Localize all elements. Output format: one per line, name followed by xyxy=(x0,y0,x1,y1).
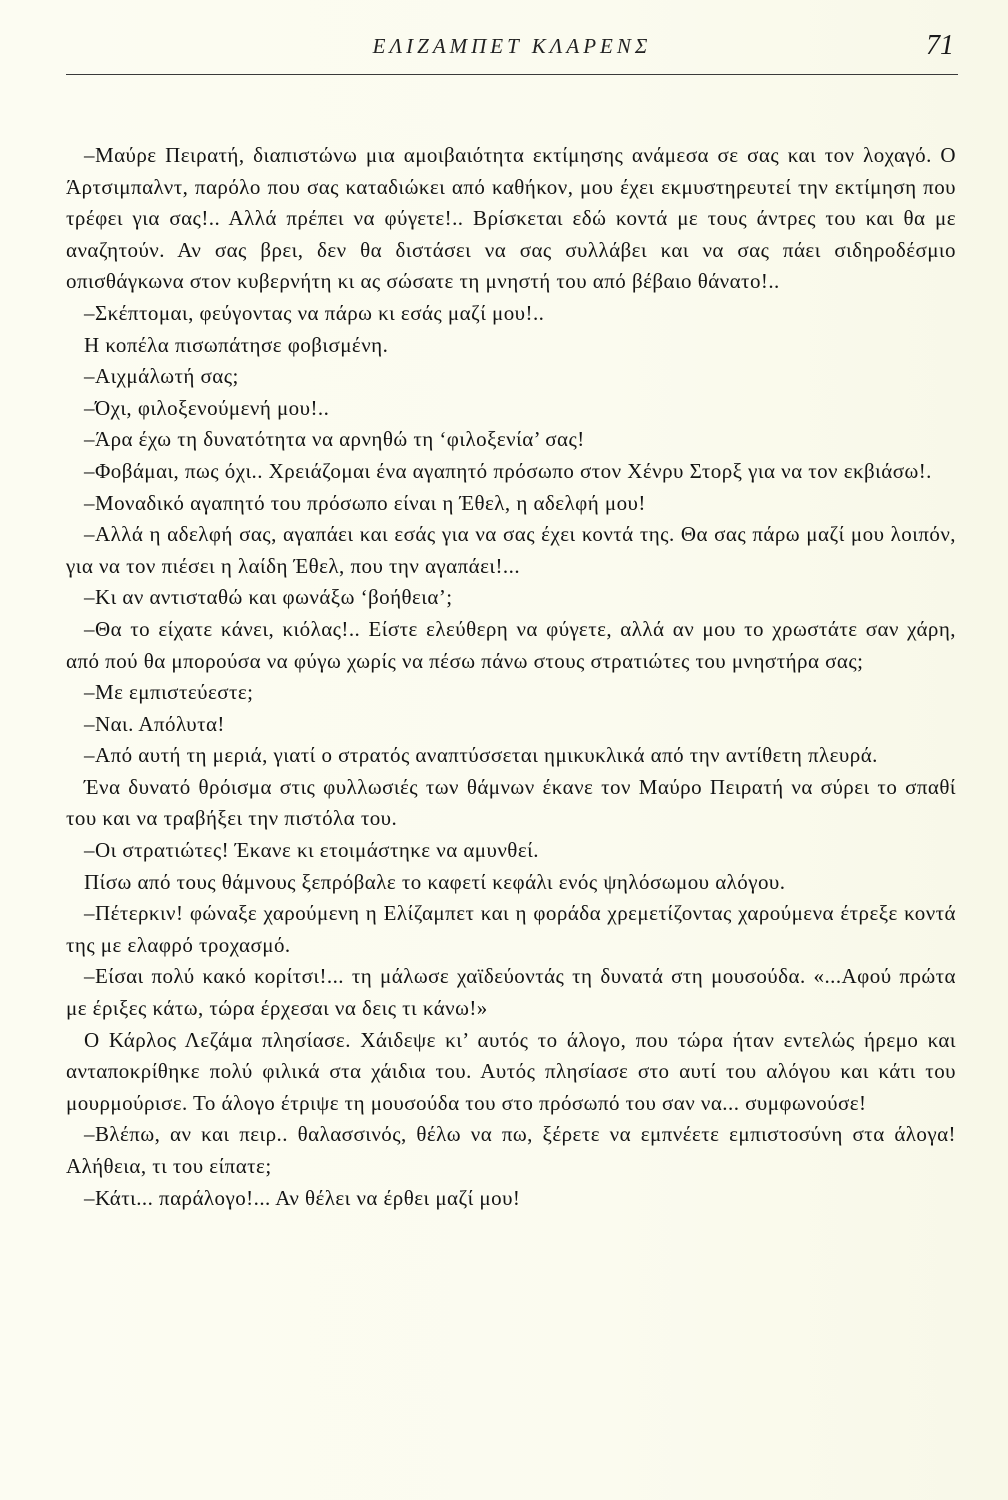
paragraph: –Από αυτή τη μεριά, γιατί ο στρατός αναπτύσσεται ημικυκλικά από την αντίθετη πλευρά. xyxy=(84,743,878,768)
page-header xyxy=(66,30,958,75)
paragraph: –Μοναδικό αγαπητό του πρόσωπο είναι η Έθελ, η αδελφή μου! xyxy=(84,490,646,515)
paragraph: –Όχι, φιλοξενούμενή μου!.. xyxy=(84,395,330,420)
paragraph: –Κι αν αντισταθώ και φωνάξω ‘βοήθεια’; xyxy=(84,585,453,610)
paragraph: –Αιχμάλωτή σας; xyxy=(84,364,239,389)
paragraph: –Οι στρατιώτες! Έκανε κι ετοιμάστηκε να αμυνθεί. xyxy=(84,838,539,863)
paragraph: –Κάτι... παράλογο!... Αν θέλει να έρθει μαζί μου! xyxy=(84,1185,521,1210)
running-title: ΕΛΙΖΑΜΠΕΤ ΚΛΑΡΕΝΣ xyxy=(372,34,652,58)
paragraph: –Βλέπω, αν και πειρ.. θαλασσινός, θέλω να πω, ξέρετε να εμπνέετε εμπιστοσύνη στα άλογα! Αλήθεια, τι του είπατε; xyxy=(66,1122,956,1178)
body-text xyxy=(66,140,956,1214)
paragraph: –Άρα έχω τη δυνατότητα να αρνηθώ τη ‘φιλοξενία’ σας! xyxy=(84,427,585,452)
paragraph: –Θα το είχατε κάνει, κιόλας!.. Είστε ελεύθερη να φύγετε, αλλά αν μου το χρωστάτε σαν χάρη, από πού θα μπορούσα να φύγω χωρίς να πέσω πάνω στους στρατιώτες του μνηστήρα σας; xyxy=(66,616,956,673)
paragraph: –Μαύρε Πειρατή, διαπιστώνω μια αμοιβαιότητα εκτίμησης ανάμεσα σε σας και τον λοχαγό. Ο Άρτσιμπαλντ, παρόλο που σας καταδιώκει από καθήκον, μου έχει εκμυστηρευτεί την εκτίμηση που τρέφει για σας!.. Αλλά πρέπει να φύγετε!.. Βρίσκεται εδώ κοντά με τους άντρες του και θα με αναζητούν. Αν σας βρει, δεν θα διστάσει να σας συλλάβει και να σας πάει σιδηροδέσμιο οπισθάγκωνα στον κυβερνήτη κι ας σώσατε τη μνηστή του από βέβαιο θάνατο!.. xyxy=(66,143,956,294)
paragraph: –Αλλά η αδελφή σας, αγαπάει και εσάς για να σας έχει κοντά της. Θα σας πάρω μαζί μου λοιπόν, για να τον πιέσει η λαίδη Έθελ, που την αγαπάει!... xyxy=(66,522,956,578)
paragraph: –Σκέπτομαι, φεύγοντας να πάρω κι εσάς μαζί μου!.. xyxy=(84,300,545,325)
paragraph: –Είσαι πολύ κακό κορίτσι!... τη μάλωσε χαϊδεύοντάς τη δυνατά στη μουσούδα. «...Αφού πρώτα με έριξες κάτω, τώρα έρχεσαι να δεις τι κάνω!» xyxy=(66,964,956,1021)
paragraph: Πίσω από τους θάμνους ξεπρόβαλε το καφετί κεφάλι ενός ψηλόσωμου αλόγου. xyxy=(84,869,786,894)
paragraph: Ο Κάρλος Λεζάμα πλησίασε. Χάιδεψε κι’ αυτός το άλογο, που τώρα ήταν εντελώς ήρεμο και ανταποκρίθηκε πολύ φιλικά στα χάιδια του. Αυτός πλησίασε στο αυτί του αλόγου και κάτι του μουρμούρισε. Το άλογο έτριψε τη μουσούδα του στο πρόσωπό του σαν να... συμφωνούσε! xyxy=(66,1027,956,1115)
paragraph: Ένα δυνατό θρόισμα στις φυλλωσιές των θάμνων έκανε τον Μαύρο Πειρατή να σύρει το σπαθί του και να τραβήξει την πιστόλα του. xyxy=(66,774,956,831)
paragraph: –Φοβάμαι, πως όχι.. Χρειάζομαι ένα αγαπητό πρόσωπο στον Χένρυ Στορξ για να τον εκβιάσω!. xyxy=(84,458,932,483)
paragraph: –Πέτερκιν! φώναξε χαρούμενη η Ελίζαμπετ και η φοράδα χρεμετίζοντας χαρούμενα έτρεξε κοντά της με ελαφρό τροχασμό. xyxy=(66,901,956,957)
paragraph: Η κοπέλα πισωπάτησε φοβισμένη. xyxy=(84,332,389,357)
paragraph: –Με εμπιστεύεστε; xyxy=(84,680,254,705)
page-number: 71 xyxy=(926,30,954,61)
paragraph: –Ναι. Απόλυτα! xyxy=(84,711,225,736)
